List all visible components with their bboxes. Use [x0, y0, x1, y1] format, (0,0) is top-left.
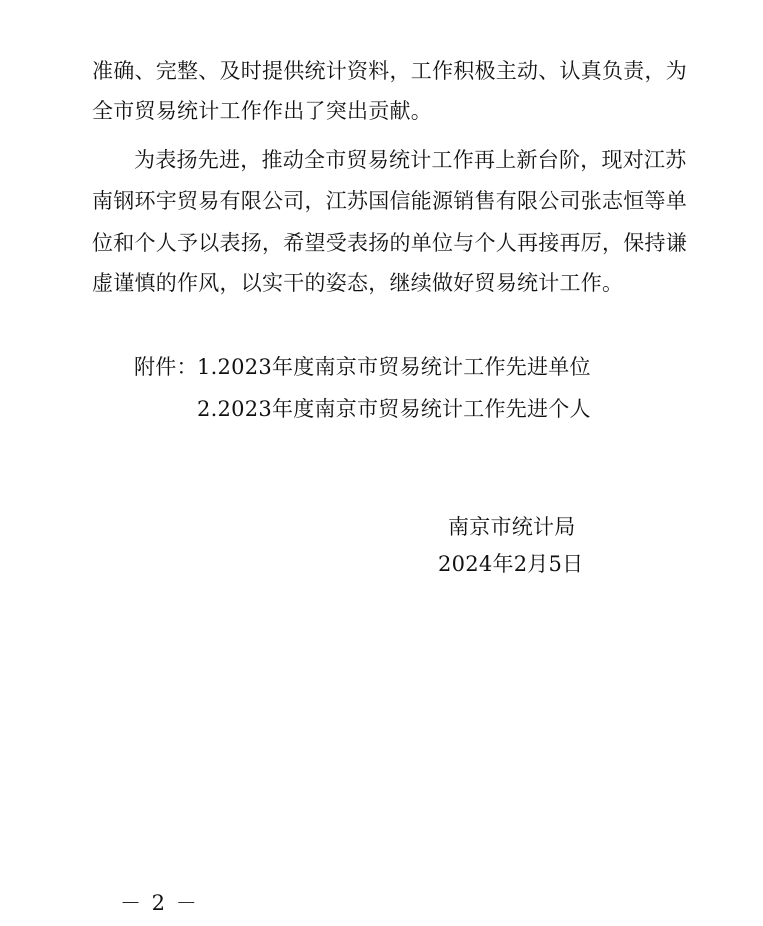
- body-text-line: 全市贸易统计工作作出了突出贡献。: [92, 99, 432, 123]
- page-number: － 2 －: [120, 891, 199, 915]
- body-text-line: 准确、完整、及时提供统计资料，工作积极主动、认真负责，为: [92, 59, 687, 83]
- attachment-item: 2.2023年度南京市贸易统计工作先进个人: [197, 397, 591, 421]
- attachments-label: 附件：: [134, 355, 198, 379]
- body-text-line: 为表扬先进，推动全市贸易统计工作再上新台阶，现对江苏: [134, 148, 687, 172]
- body-text-line: 位和个人予以表扬，希望受表扬的单位与个人再接再厉，保持谦: [92, 231, 687, 255]
- body-text-line: 虚谨慎的作风，以实干的姿态，继续做好贸易统计工作。: [92, 271, 624, 295]
- issuing-organization: 南京市统计局: [448, 515, 576, 539]
- issue-date: 2024年2月5日: [438, 552, 584, 576]
- body-text-line: 南钢环宇贸易有限公司，江苏国信能源销售有限公司张志恒等单: [92, 189, 687, 213]
- attachment-item: 1.2023年度南京市贸易统计工作先进单位: [197, 355, 591, 379]
